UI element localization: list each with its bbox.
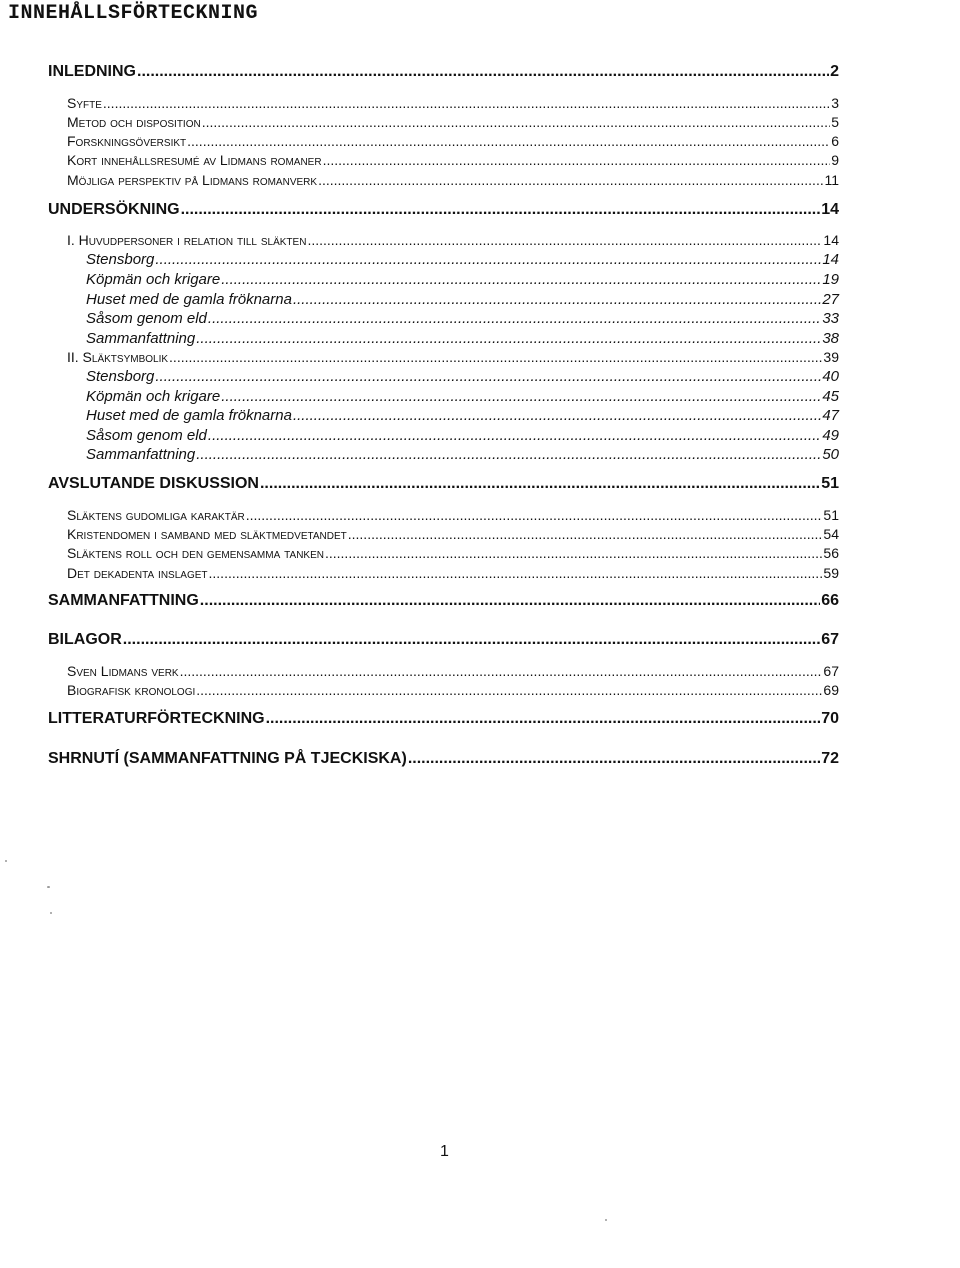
toc-entry[interactable] [86, 389, 839, 404]
toc-entry-page: 11 [824, 172, 839, 188]
toc-entry[interactable] [67, 683, 839, 697]
toc-entry-page: 2 [830, 63, 839, 80]
toc-entry-label: Syfte [67, 95, 102, 111]
toc-entry-page: 39 [823, 349, 839, 365]
toc-entry[interactable] [86, 292, 839, 307]
toc-dot-leader [221, 389, 821, 404]
toc-entry[interactable] [67, 173, 839, 187]
toc-entry-label: Stensborg [86, 251, 155, 268]
toc-dot-leader [318, 173, 823, 187]
toc-entry[interactable] [86, 408, 839, 423]
scan-speck [5, 860, 7, 862]
toc-entry-label: Sammanfattning [86, 446, 196, 463]
toc-entry[interactable] [67, 546, 839, 560]
toc-entry-page: 56 [823, 545, 839, 561]
toc-entry-page: 38 [822, 330, 839, 347]
toc-dot-leader [348, 527, 823, 541]
toc-entry-label: II. Släktsymbolik [67, 349, 169, 365]
toc-dot-leader [208, 311, 821, 326]
toc-entry-page: 33 [822, 310, 839, 327]
toc-dot-leader [196, 331, 821, 346]
toc-entry[interactable] [86, 331, 839, 346]
toc-entry-label: Sammanfattning [86, 330, 196, 347]
toc-entry[interactable] [86, 252, 839, 267]
toc-entry[interactable] [67, 96, 839, 110]
toc-entry-label: Det dekadenta inslaget [67, 565, 208, 581]
toc-entry-page: 14 [822, 251, 839, 268]
toc-dot-leader [293, 408, 821, 423]
toc-entry-label: UNDERSÖKNING [48, 201, 180, 218]
toc-entry[interactable] [67, 664, 839, 678]
toc-entry-label: Huset med de gamla fröknarna [86, 407, 292, 424]
toc-entry[interactable] [48, 476, 839, 492]
toc-entry-page: 3 [831, 95, 839, 111]
toc-entry-label: SAMMANFATTNING [48, 592, 199, 609]
toc-entry-label: Forskningsöversikt [67, 133, 187, 149]
toc-dot-leader [221, 272, 821, 287]
toc-entry-label: Släktens gudomliga karaktär [67, 507, 245, 523]
toc-dot-leader [408, 751, 820, 767]
toc-entry-page: 54 [823, 526, 839, 542]
toc-entry-label: SHRNUTÍ (SAMMANFATTNING PÅ TJECKISKA) [48, 750, 407, 767]
toc-entry-label: Huset med de gamla fröknarna [86, 291, 292, 308]
toc-entry-label: Kort innehållsresumé av Lidmans romaner [67, 152, 322, 168]
toc-entry[interactable] [67, 115, 839, 129]
toc-entry[interactable] [48, 202, 839, 218]
toc-entry-label: Såsom genom eld [86, 310, 207, 327]
toc-entry-page: 66 [821, 592, 839, 609]
scan-speck [50, 912, 52, 914]
toc-entry[interactable] [86, 272, 839, 287]
toc-dot-leader [325, 546, 822, 560]
toc-entry-label: BILAGOR [48, 631, 122, 648]
page-number: 1 [440, 1143, 449, 1160]
toc-dot-leader [323, 153, 831, 167]
toc-entry[interactable] [67, 350, 839, 364]
toc-entry[interactable] [67, 153, 839, 167]
toc-dot-leader [208, 428, 821, 443]
toc-entry-page: 9 [831, 152, 839, 168]
toc-entry[interactable] [86, 311, 839, 326]
toc-entry-page: 40 [822, 368, 839, 385]
toc-entry-label: Köpmän och krigare [86, 271, 221, 288]
toc-dot-leader [123, 632, 820, 648]
toc-entry-label: Släktens roll och den gemensamma tanken [67, 545, 324, 561]
toc-entry[interactable] [48, 751, 839, 767]
toc-dot-leader [200, 593, 820, 609]
toc-entry[interactable] [48, 64, 839, 80]
toc-entry-page: 6 [831, 133, 839, 149]
toc-dot-leader [209, 566, 823, 580]
toc-dot-leader [307, 233, 822, 247]
toc-entry-label: Kristendomen i samband med släktmedvetandet [67, 526, 347, 542]
toc-entry-page: 45 [822, 388, 839, 405]
toc-entry-label: Köpmän och krigare [86, 388, 221, 405]
toc-entry-page: 69 [823, 682, 839, 698]
toc-entry-label: AVSLUTANDE DISKUSSION [48, 475, 259, 492]
toc-entry-label: Biografisk kronologi [67, 682, 196, 698]
toc-entry[interactable] [86, 428, 839, 443]
scan-speck [47, 886, 50, 888]
toc-dot-leader [181, 202, 821, 218]
toc-dot-leader [196, 683, 822, 697]
toc-dot-leader [202, 115, 830, 129]
toc-dot-leader [180, 664, 823, 678]
toc-entry[interactable] [48, 632, 839, 648]
toc-entry-page: 70 [821, 710, 839, 727]
toc-dot-leader [155, 252, 821, 267]
toc-entry-label: Möjliga perspektiv på Lidmans romanverk [67, 172, 318, 188]
toc-entry-page: 51 [823, 507, 839, 523]
toc-entry-page: 72 [821, 750, 839, 767]
scan-speck [605, 1219, 607, 1221]
toc-entry-label: INLEDNING [48, 63, 136, 80]
toc-entry-page: 47 [822, 407, 839, 424]
toc-entry[interactable] [86, 447, 839, 462]
toc-entry-page: 14 [821, 201, 839, 218]
toc-entry[interactable] [67, 566, 839, 580]
toc-dot-leader [155, 369, 821, 384]
toc-entry[interactable] [86, 369, 839, 384]
document-title: INNEHÅLLSFÖRTECKNING [8, 2, 259, 25]
toc-dot-leader [260, 476, 820, 492]
toc-entry-page: 49 [822, 427, 839, 444]
toc-entry[interactable] [67, 508, 839, 522]
toc-dot-leader [246, 508, 823, 522]
toc-entry-page: 19 [822, 271, 839, 288]
toc-entry-page: 67 [821, 631, 839, 648]
toc-dot-leader [187, 134, 830, 148]
toc-entry[interactable] [48, 711, 839, 727]
toc-entry-page: 51 [821, 475, 839, 492]
toc-dot-leader [196, 447, 821, 462]
toc-entry-label: Sven Lidmans verk [67, 663, 179, 679]
toc-dot-leader [293, 292, 821, 307]
toc-entry[interactable] [67, 134, 839, 148]
toc-dot-leader [169, 350, 822, 364]
toc-entry-page: 27 [822, 291, 839, 308]
toc-dot-leader [103, 96, 830, 110]
toc-entry-label: Metod och disposition [67, 114, 201, 130]
toc-dot-leader [266, 711, 821, 727]
toc-entry-page: 50 [822, 446, 839, 463]
toc-entry-page: 5 [831, 114, 839, 130]
toc-entry-page: 67 [823, 663, 839, 679]
toc-dot-leader [137, 64, 829, 80]
toc-entry-label: Såsom genom eld [86, 427, 207, 444]
toc-entry-page: 59 [823, 565, 839, 581]
toc-entry-label: LITTERATURFÖRTECKNING [48, 710, 265, 727]
toc-entry-page: 14 [823, 232, 839, 248]
toc-entry[interactable] [67, 527, 839, 541]
toc-entry-label: I. Huvudpersoner i relation till släkten [67, 232, 307, 248]
toc-entry[interactable] [67, 233, 839, 247]
toc-entry[interactable] [48, 593, 839, 609]
toc-entry-label: Stensborg [86, 368, 155, 385]
